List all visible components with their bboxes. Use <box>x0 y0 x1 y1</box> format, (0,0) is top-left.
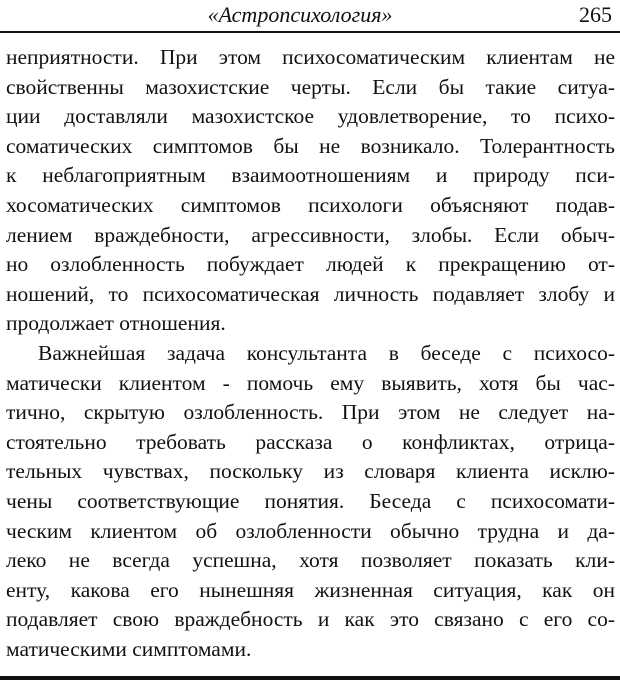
text-line: соматических симптомов бы не возникало. Толерантность <box>6 133 615 158</box>
text-line: ношений, то психосоматическая личность подавляет злобу и <box>6 281 615 306</box>
text-line: неприятности. При этом психосоматическим клиентам не <box>6 45 615 69</box>
text-line: к неблагоприятным взаимоотношениям и природу пси- <box>6 163 615 188</box>
text-line: матически клиентом - помочь ему выявить, хотя бы час- <box>6 370 615 395</box>
text-line: ческим клиентом об озлобленности обычно трудна и да- <box>6 518 615 543</box>
page-number: 265 <box>579 2 612 27</box>
text-line: хосоматических симптомов психологи объясняют подав- <box>6 192 615 217</box>
text-line: свойственны мазохистские черты. Если бы такие ситуа- <box>6 74 615 99</box>
header-rule <box>0 31 620 33</box>
text-line: чены соответствующие понятия. Беседа с психосомати- <box>6 488 615 513</box>
text-line: матическими симптомами. <box>6 636 252 661</box>
text-line: леко не всегда успешна, хотя позволяет показать кли- <box>6 548 615 573</box>
text-line: ции доставляли мазохистское удовлетворение, то психо- <box>6 104 615 129</box>
text-line: лением враждебности, агрессивности, злобы. Если обыч- <box>6 222 615 247</box>
text-line: енту, какова его нынешняя жизненная ситуация, как он <box>6 577 615 602</box>
text-line: Важнейшая задача консультанта в беседе с психосо- <box>38 340 615 365</box>
text-line: подавляет свою враждебность и как это связано с его со- <box>6 607 615 632</box>
page-header <box>0 0 620 34</box>
text-line: тельных чувствах, поскольку из словаря клиента исклю- <box>6 459 615 484</box>
footer-rule <box>0 676 620 680</box>
running-title: «Астропсихология» <box>207 2 393 27</box>
text-line: но озлобленность побуждает людей к прекращению от- <box>6 252 615 277</box>
paragraph-1 <box>6 43 615 339</box>
paragraph-2 <box>6 339 615 665</box>
text-line: продолжает отношения. <box>6 311 226 336</box>
text-line: стоятельно требовать рассказа о конфликтах, отрица- <box>6 429 615 454</box>
text-line: тично, скрытую озлобленность. При этом не следует на- <box>6 400 615 425</box>
body-text <box>6 43 615 664</box>
